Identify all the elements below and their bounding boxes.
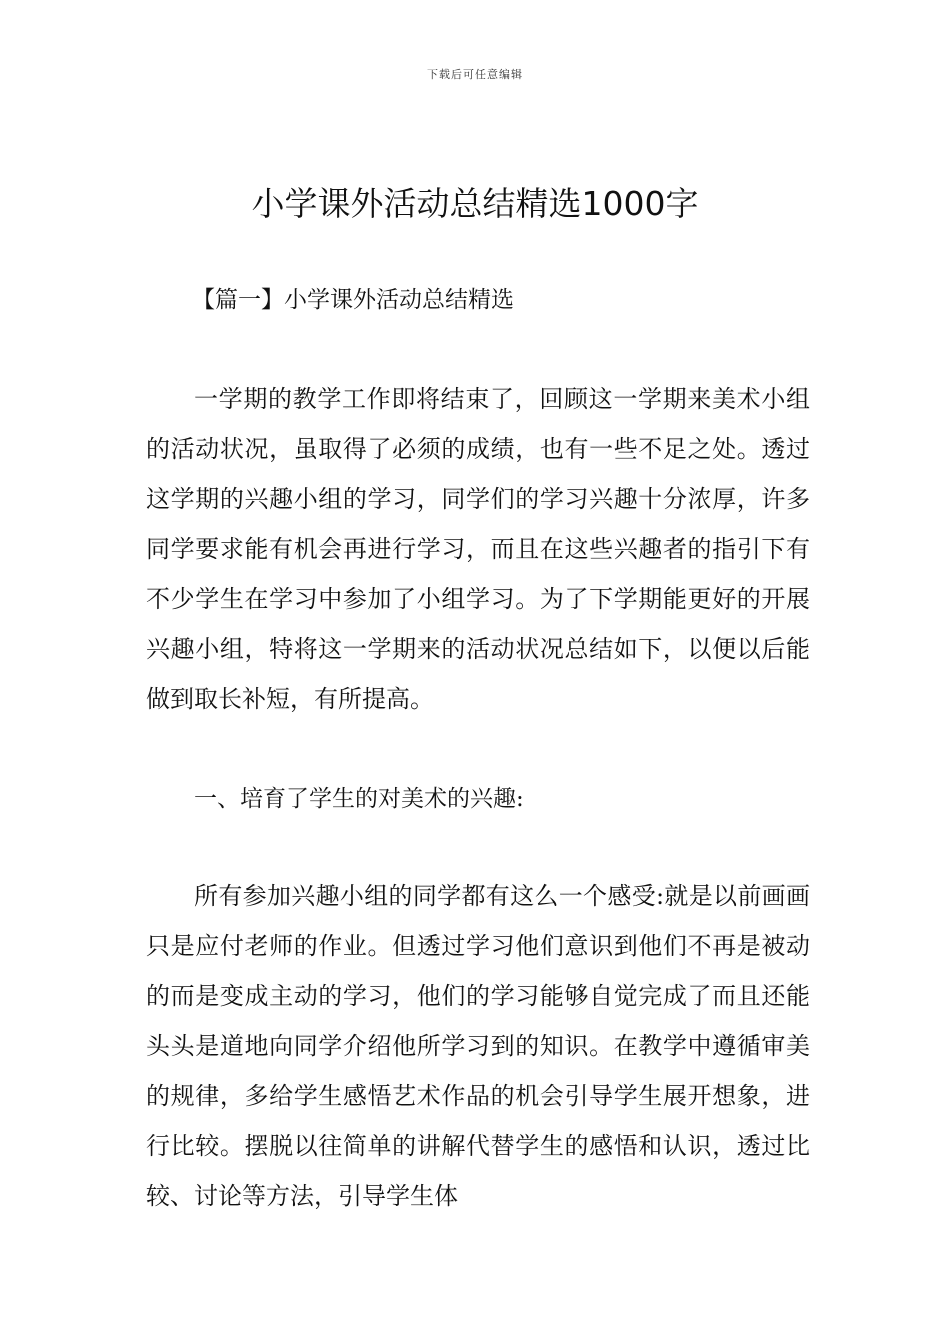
paragraph-interest: 所有参加兴趣小组的同学都有这么一个感受:就是以前画画只是应付老师的作业。但透过学习他们意识到他们不再是被动的而是变成主动的学习，他们的学习能够自觉完成了而且还能头头是道地向同学介绍他所学习到的知识。在教学中遵循审美的规律，多给学生感悟艺术作品的机会引导学生展开想象，进行比较。摆脱以往简单的讲解代替学生的感悟和认识，透过比较、讨论等方法，引导学生体: [146, 882, 810, 1210]
sub-heading-interest: 一、培育了学生的对美术的兴趣:: [194, 786, 524, 812]
paragraph-intro: 一学期的教学工作即将结束了，回顾这一学期来美术小组的活动状况，虽取得了必须的成绩，也有一些不足之处。透过这学期的兴趣小组的学习，同学们的学习兴趣十分浓厚，许多同学要求能有机会再进行学习，而且在这些兴趣者的指引下有不少学生在学习中参加了小组学习。为了下学期能更好的开展兴趣小组，特将这一学期来的活动状况总结如下，以便以后能做到取长补短，有所提高。: [146, 385, 810, 713]
section-heading: 【篇一】小学课外活动总结精选: [192, 287, 514, 313]
page-header-note: 下载后可任意编辑: [427, 68, 523, 81]
document-title: 小学课外活动总结精选1000字: [251, 184, 699, 223]
